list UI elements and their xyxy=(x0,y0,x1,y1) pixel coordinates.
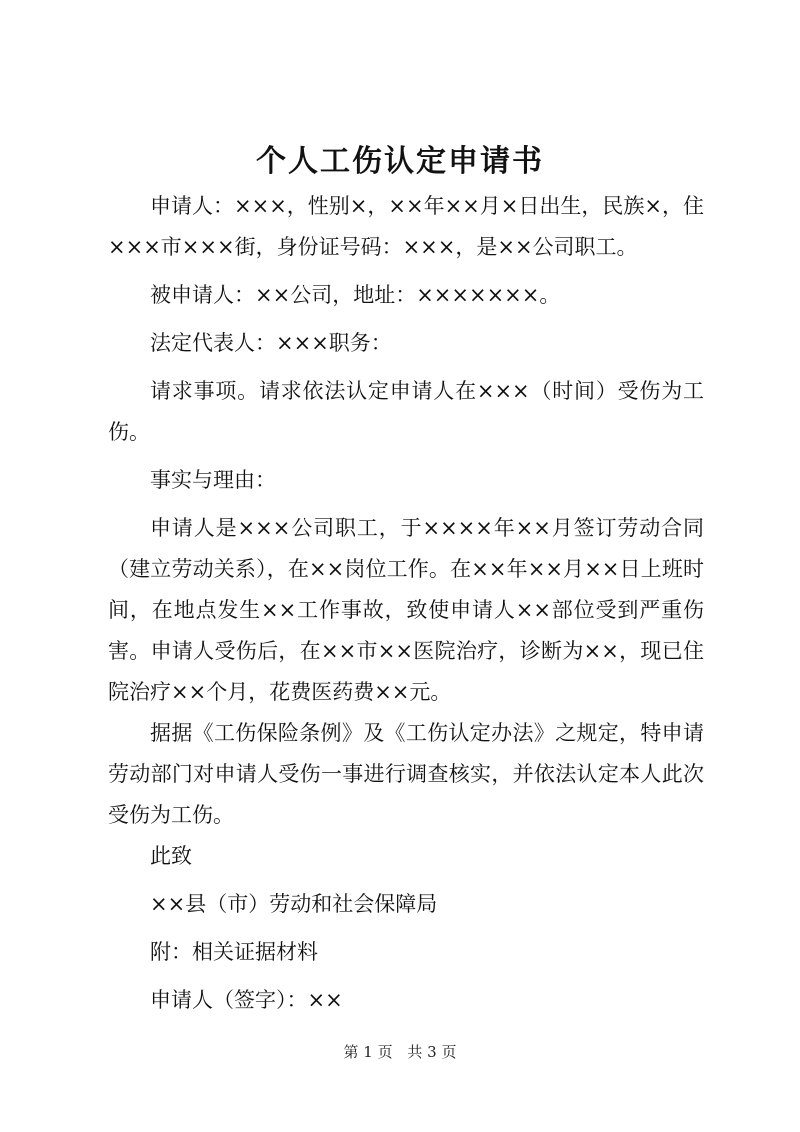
page-number: 第 1 页 xyxy=(343,1043,393,1061)
recipient-paragraph: ××县（市）劳动和社会保障局 xyxy=(150,892,438,916)
page-footer xyxy=(0,1041,800,1063)
request-paragraph: 请求事项。请求依法认定申请人在×××（时间）受伤为工伤。 xyxy=(108,379,704,444)
facts-heading: 事实与理由： xyxy=(150,468,276,492)
legal-representative-paragraph: 法定代表人：×××职务： xyxy=(150,331,392,355)
respondent-paragraph: 被申请人：××公司，地址：×××××××。 xyxy=(150,283,561,307)
document-body xyxy=(108,186,704,1021)
attachment-paragraph: 附：相关证据材料 xyxy=(150,940,318,964)
basis-paragraph: 据据《工伤保险条例》及《工伤认定办法》之规定，特申请劳动部门对申请人受伤一事进行调查核实，并依法认定本人此次受伤为工伤。 xyxy=(108,721,704,827)
document-title: 个人工伤认定申请书 xyxy=(256,144,544,179)
facts-paragraph: 申请人是×××公司职工，于××××年××月签订劳动合同（建立劳动关系），在××岗位工作。在××年××月××日上班时间，在地点发生××工作事故，致使申请人××部位受到严重伤害。申请人受伤后，在××市××医院治疗，诊断为××，现已住院治疗××个月，花费医药费××元。 xyxy=(108,516,704,704)
salutation-paragraph: 此致 xyxy=(150,844,192,868)
signature-paragraph: 申请人（签字）：×× xyxy=(150,988,343,1012)
page-total: 共 3 页 xyxy=(407,1043,457,1061)
applicant-paragraph: 申请人：×××，性别×，××年××月×日出生，民族×，住×××市×××街，身份证号码：×××，是××公司职工。 xyxy=(108,194,704,259)
